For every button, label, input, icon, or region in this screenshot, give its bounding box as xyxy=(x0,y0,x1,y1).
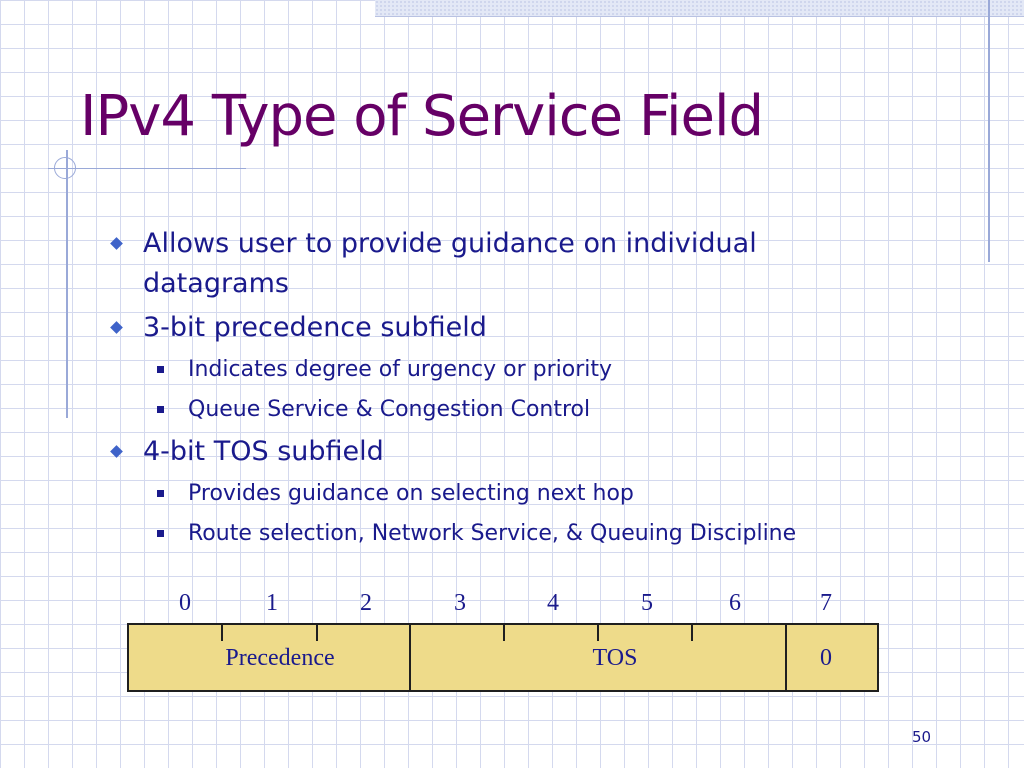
title-underline-rule xyxy=(48,168,246,169)
bit-label-4: 4 xyxy=(547,590,559,616)
field-divider xyxy=(409,625,411,690)
title-circle-ornament xyxy=(54,157,76,179)
bit-label-1: 1 xyxy=(266,590,278,616)
bullet-text: Allows user to provide guidance on individual datagrams xyxy=(143,228,757,299)
sub-bullet-item xyxy=(108,352,868,388)
slide-title: IPv4 Type of Service Field xyxy=(80,84,764,149)
bullet-item xyxy=(108,224,868,304)
square-bullet-icon xyxy=(157,406,164,413)
page-number: 50 xyxy=(912,728,932,746)
bit-tick xyxy=(221,625,223,641)
bit-tick xyxy=(316,625,318,641)
sub-bullet-item xyxy=(108,476,868,512)
bit-label-7: 7 xyxy=(820,590,832,616)
bit-tick xyxy=(597,625,599,641)
bit-position-labels xyxy=(0,590,1024,620)
right-vertical-rule xyxy=(988,0,990,262)
bit-tick xyxy=(691,625,693,641)
bit-label-3: 3 xyxy=(454,590,466,616)
bullet-item xyxy=(108,308,868,348)
bullet-text: 3-bit precedence subfield xyxy=(143,312,487,343)
sub-bullet-text: Indicates degree of urgency or priority xyxy=(188,357,613,382)
field-divider xyxy=(785,625,787,690)
bullet-list xyxy=(108,224,868,552)
header-band-edge xyxy=(375,16,1024,17)
square-bullet-icon xyxy=(157,490,164,497)
header-band-decoration xyxy=(375,0,1024,16)
reserved-bit-label: 0 xyxy=(820,645,832,671)
bit-tick xyxy=(503,625,505,641)
square-bullet-icon xyxy=(157,366,164,373)
tos-field-label: TOS xyxy=(592,645,638,671)
bit-label-0: 0 xyxy=(179,590,191,616)
sub-bullet-item xyxy=(108,516,868,552)
tos-field-diagram xyxy=(127,623,879,692)
precedence-field-label: Precedence xyxy=(225,645,335,671)
diamond-bullet-icon xyxy=(110,237,123,250)
sub-bullet-text: Route selection, Network Service, & Queuing Discipline xyxy=(188,521,797,546)
bit-label-6: 6 xyxy=(729,590,741,616)
bit-label-5: 5 xyxy=(641,590,653,616)
sub-bullet-text: Provides guidance on selecting next hop xyxy=(188,481,634,506)
square-bullet-icon xyxy=(157,530,164,537)
bullet-item xyxy=(108,432,868,472)
sub-bullet-item xyxy=(108,392,868,428)
bullet-text: 4-bit TOS subfield xyxy=(143,436,384,467)
left-vertical-rule xyxy=(66,150,68,418)
diamond-bullet-icon xyxy=(110,445,123,458)
bit-label-2: 2 xyxy=(360,590,372,616)
sub-bullet-text: Queue Service & Congestion Control xyxy=(188,397,591,422)
diamond-bullet-icon xyxy=(110,321,123,334)
